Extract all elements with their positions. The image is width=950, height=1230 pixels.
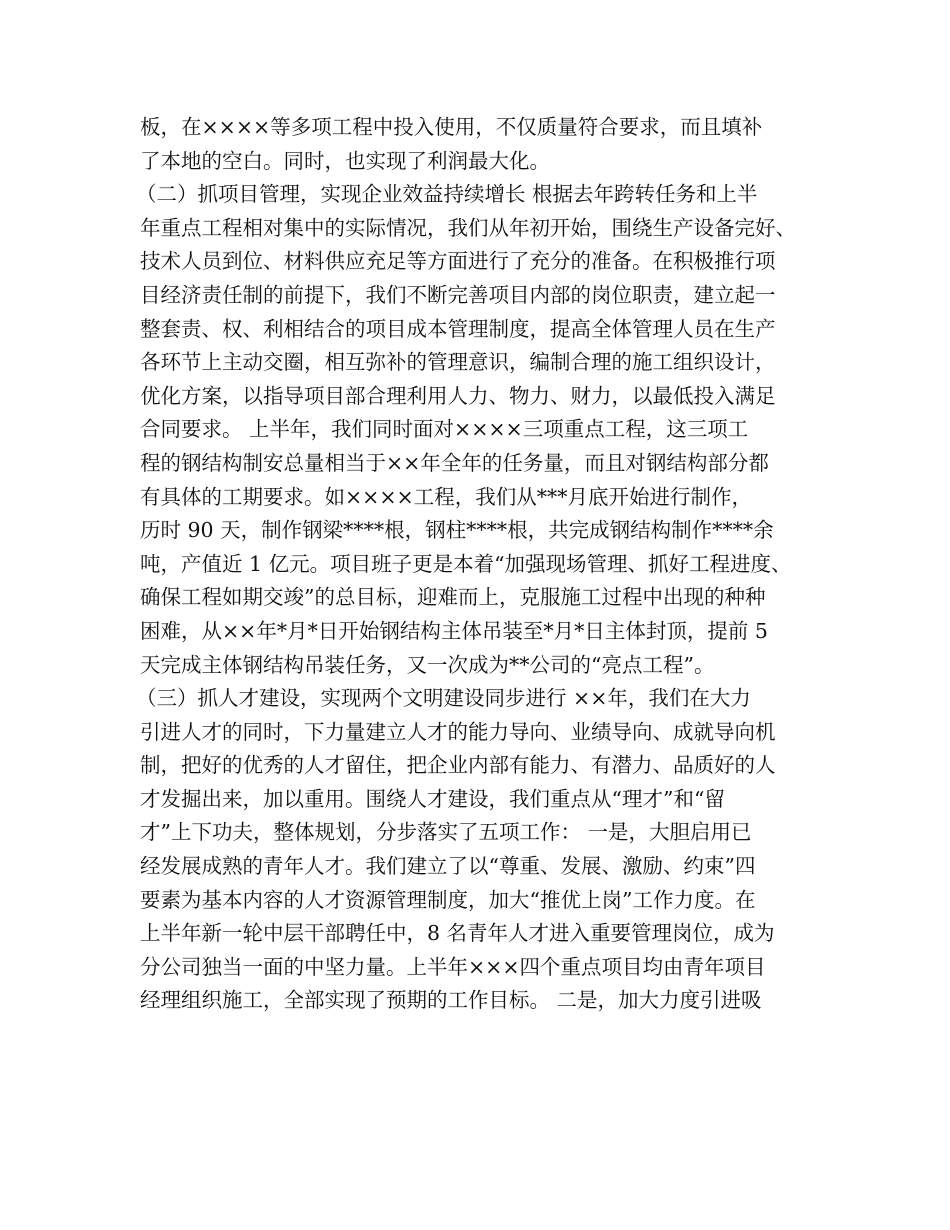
text-line: 吨，产值近 1 亿元。项目班子更是本着“加强现场管理、抓好工程进度、 [140,551,792,576]
text-line: 才发掘出来，加以重用。围绕人才建设，我们重点从“理才”和“留 [140,786,725,811]
text-line: 上半年新一轮中层干部聘任中，8 名青年人才进入重要管理岗位，成为 [140,921,775,946]
text-line: 经发展成熟的青年人才。我们建立了以“尊重、发展、激励、约束”四 [140,854,756,879]
text-line: 要素为基本内容的人才资源管理制度，加大“推优上岗”工作力度。在 [140,887,756,912]
text-line: 目经济责任制的前提下，我们不断完善项目内部的岗位职责，建立起一 [140,282,776,307]
text-line: 优化方案，以指导项目部合理利用人力、物力、财力，以最低投入满足 [140,383,776,408]
text-line: 引进人才的同时，下力量建立人才的能力导向、业绩导向、成就导向机 [140,719,776,744]
body-text [136,111,820,1018]
text-line: 确保工程如期交竣”的总目标，迎难而上，克服施工过程中出现的种种 [140,585,766,610]
text-line: 制，把好的优秀的人才留住，把企业内部有能力、有潜力、品质好的人 [140,753,776,778]
text-line: 了本地的空白。同时，也实现了利润最大化。 [140,148,550,173]
text-line: 合同要求。 上半年，我们同时面对××××三项重点工程，这三项工 [140,417,749,442]
text-line: 天完成主体钢结构吊装任务，又一次成为**公司的“亮点工程”。 [140,652,715,677]
text-line: 年重点工程相对集中的实际情况，我们从年初开始，围绕生产设备完好、 [140,215,796,240]
text-line: 板，在××××等多项工程中投入使用，不仅质量符合要求，而且填补 [140,115,763,139]
text-line: 程的钢结构制安总量相当于××年全年的任务量，而且对钢结构部分都 [140,450,769,475]
section-heading-line: （三）抓人才建设，实现两个文明建设同步进行 ××年，我们在大力 [136,686,751,711]
text-line: 整套责、权、利相结合的项目成本管理制度，提高全体管理人员在生产 [140,316,776,341]
text-line: 困难，从××年*月*日开始钢结构主体吊装至*月*日主体封顶，提前 5 [140,618,768,643]
text-line: 各环节上主动交圈，相互弥补的管理意识，编制合理的施工组织设计， [140,350,776,375]
text-line: 技术人员到位、材料供应充足等方面进行了充分的准备。在积极推行项 [140,249,776,274]
text-line: 经理组织施工，全部实现了预期的工作目标。 二是，加大力度引进吸 [140,988,762,1013]
text-line: 历时 90 天，制作钢梁****根，钢柱****根，共完成钢结构制作****余 [140,518,774,543]
text-line: 才”上下功夫，整体规划，分步落实了五项工作： 一是，大胆启用已 [140,820,752,845]
section-heading-line: （二）抓项目管理，实现企业效益持续增长 根据去年跨转任务和上半 [136,182,758,207]
text-line: 有具体的工期要求。如××××工程，我们从***月底开始进行制作， [140,484,752,509]
text-line: 分公司独当一面的中坚力量。上半年×××四个重点项目均由青年项目 [140,954,766,979]
